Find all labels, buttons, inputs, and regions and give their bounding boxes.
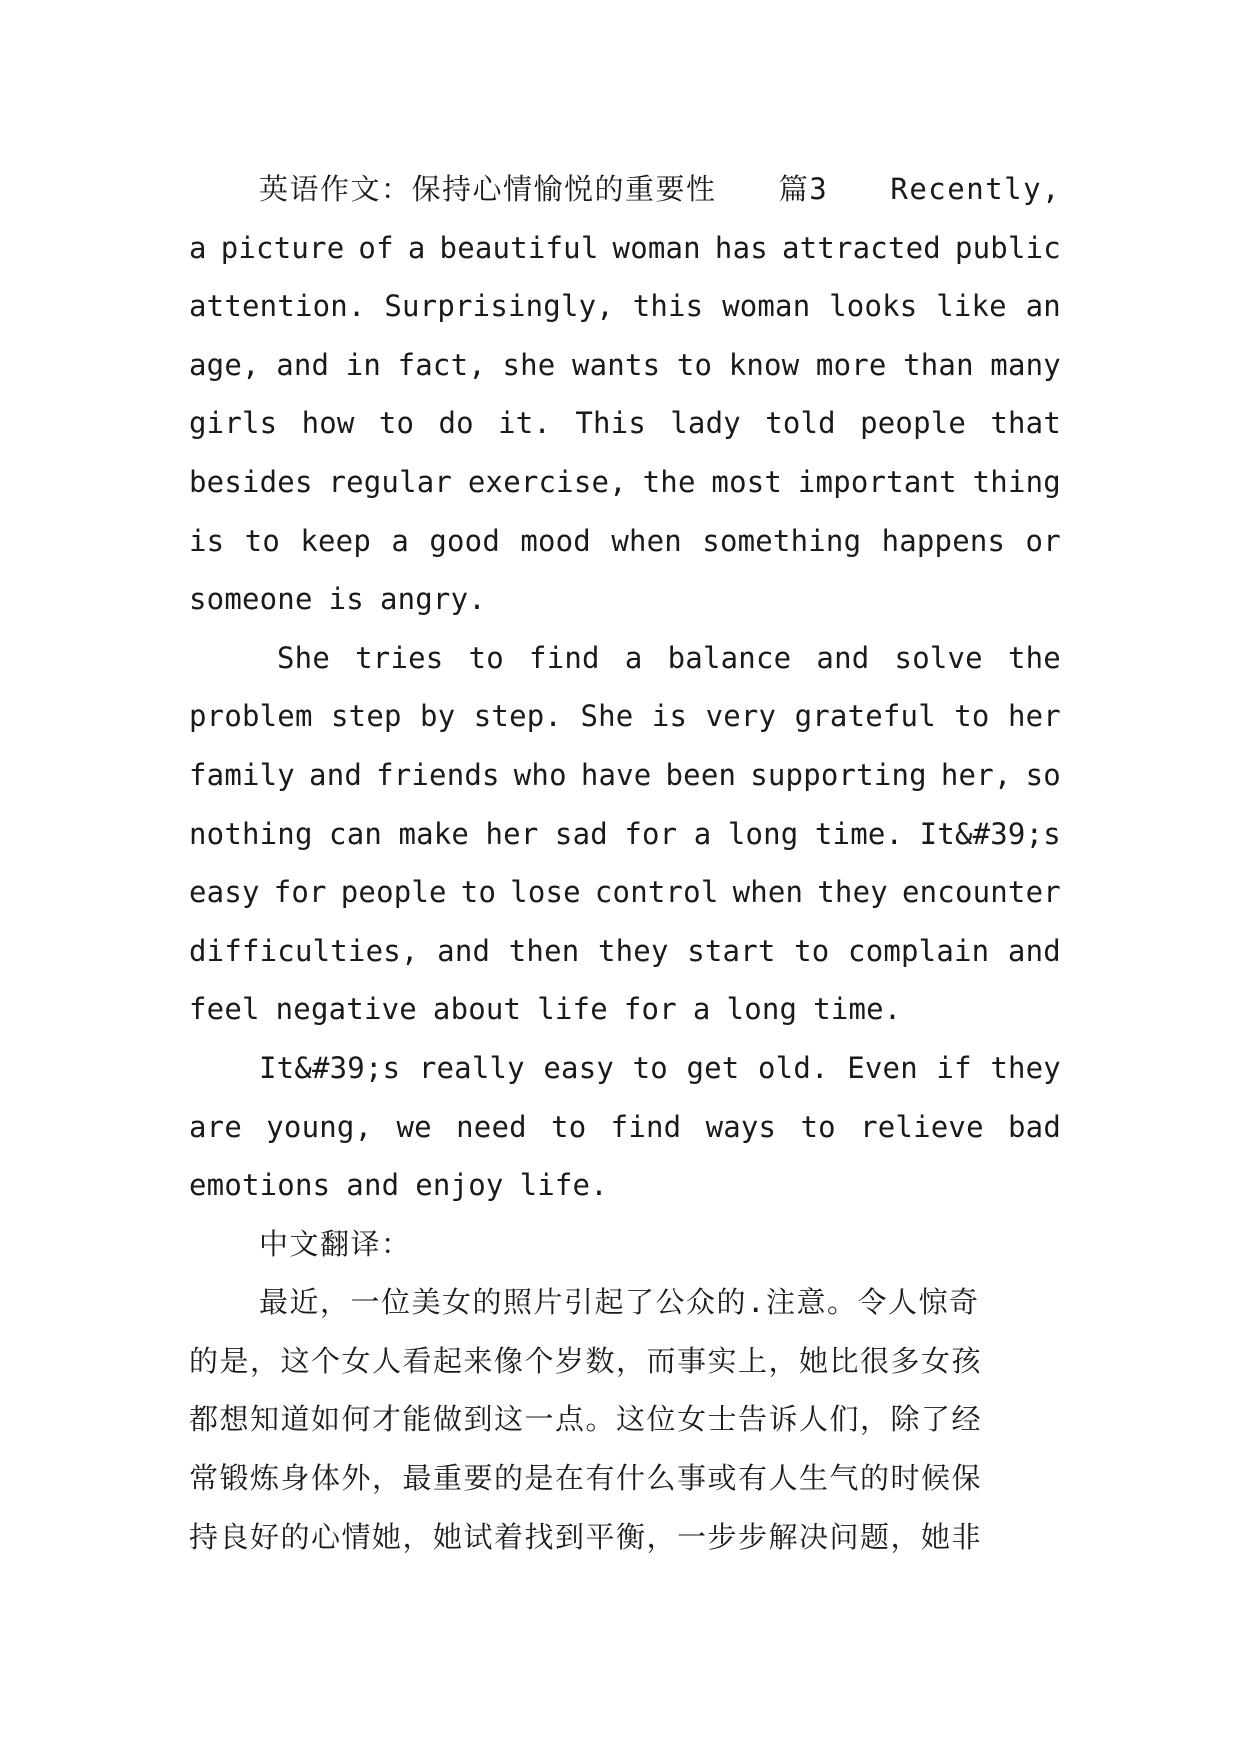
text-word: problem [189,699,313,734]
text-word: than [903,347,974,382]
text-word: beautiful [439,230,599,265]
text-word: a [391,523,409,558]
text-line [189,863,1061,922]
text-word: and [309,757,363,792]
text-word: get [686,1050,740,1085]
text-word: 篇3 [778,172,829,206]
text-word: attention. [189,289,366,324]
text-word: Surprisingly, [384,289,614,324]
text-line [189,805,1061,864]
text-word: very [705,699,777,734]
text-word: 中文翻译： [259,1226,412,1261]
text-line [189,1039,1061,1098]
text-word: her [485,816,539,851]
text-line [189,394,1061,453]
text-line [189,512,1061,571]
text-word: the [1007,640,1061,675]
text-word: encounter [901,875,1061,910]
text-word: of [358,230,394,265]
text-line [189,453,1061,512]
text-word: wants [571,347,661,382]
text-word: have [580,757,652,792]
text-word: time. [813,992,902,1027]
document-page [189,160,1061,1566]
text-word: to [244,523,280,558]
text-word: is [651,699,688,734]
text-word: an [1025,289,1061,324]
text-word: a [693,816,712,851]
text-line [189,746,1061,805]
text-word: about [432,992,522,1027]
text-line [189,1390,1061,1449]
text-word: who [513,757,567,792]
text-word: easy [189,875,260,910]
text-word: Recently, [890,172,1061,206]
text-word: 英语作文：保持心情愉悦的重要性 [259,172,717,206]
text-word: been [665,757,737,792]
text-line [189,922,1061,981]
text-word: for [273,875,327,910]
text-word: really [418,1050,525,1085]
text-word: to [676,347,713,382]
text-word: they [990,1050,1061,1085]
text-word: long [727,816,799,851]
text-word: age, [189,347,260,382]
text-word: many [990,347,1061,382]
text-word: It&#39;s [259,1050,401,1085]
text-word: a [624,640,643,675]
text-word: attracted [781,230,941,265]
text-word: and [816,640,870,675]
text-line [189,1508,1061,1567]
text-word: how [301,406,355,441]
text-word: is [189,523,225,558]
text-word: happens [881,523,1006,558]
text-word: most [711,464,783,499]
text-line [189,1332,1061,1391]
text-word: looks [829,289,918,324]
text-line [189,277,1061,336]
text-word: fact, [397,347,486,382]
text-word: need [456,1109,527,1144]
text-word: or [1025,523,1061,558]
text-word: It&#39;s [919,816,1061,851]
text-word: lady [670,406,741,441]
text-word: regular [328,464,453,499]
text-word: do [438,406,474,441]
text-word: Even [847,1050,918,1085]
text-word: something [702,523,862,558]
text-word: 最近，一位美女的照片引起了公众的.注意。令人惊奇 [259,1285,980,1320]
text-word: can [329,816,383,851]
text-line [189,1273,1061,1332]
text-word: her, [940,757,1012,792]
text-word: important [797,464,957,499]
text-word: supporting [750,757,927,792]
text-line [189,687,1061,746]
text-word: negative [275,992,417,1027]
text-word: lose [510,875,581,910]
text-word: mood [520,523,591,558]
text-word: this [632,289,704,324]
text-word: start [687,933,776,968]
text-word: to [632,1050,668,1085]
text-word: by [420,699,456,734]
text-word: picture [220,230,345,265]
text-word: a [407,230,426,265]
text-word: to [551,1109,587,1144]
text-word: 常锻炼身体外，最重要的是在有什么事或有人生气的时候保 [189,1461,983,1496]
text-word: they [817,875,888,910]
text-word: someone [189,582,313,617]
text-word: time. [814,816,904,851]
text-line [189,1449,1061,1508]
text-word: easy [543,1050,615,1085]
text-word: people [860,406,967,441]
text-word: difficulties, [189,933,419,968]
text-word: know [728,347,800,382]
text-word: woman [612,230,701,265]
text-word: emotions [189,1168,331,1203]
text-word: grateful [794,699,936,734]
text-word: so [1025,757,1061,792]
text-word: long [726,992,798,1027]
text-word: enjoy [415,1168,504,1203]
text-word: has [714,230,768,265]
text-line [189,1215,1061,1274]
text-line [189,980,1061,1039]
text-line [189,570,1061,629]
text-word: solve [894,640,983,675]
text-word: life [537,992,608,1027]
text-word: the [642,464,696,499]
text-word: then [508,933,580,968]
text-word: nothing [189,816,313,851]
text-word: ways [705,1109,777,1144]
text-word: people [340,875,447,910]
text-word: control [594,875,719,910]
text-word: woman [722,289,811,324]
text-word: that [990,406,1061,441]
text-word: step [331,699,402,734]
text-word: and [437,933,491,968]
text-line [189,629,1061,688]
text-word: sad [554,816,608,851]
text-word: we [396,1109,432,1144]
text-word: relieve [860,1109,984,1144]
text-word: and [1007,933,1061,968]
text-word: find [529,640,600,675]
text-word: besides [189,464,313,499]
text-word: in [345,347,382,382]
text-word: This [575,406,646,441]
text-word: to [460,875,497,910]
text-word: life. [519,1168,608,1203]
text-word: more [815,347,887,382]
text-word: public [954,230,1061,265]
text-word: it. [498,406,552,441]
text-word: find [610,1109,682,1144]
text-word: balance [667,640,792,675]
text-word: tries [355,640,444,675]
text-word: angry. [379,582,486,617]
text-word: to [468,640,504,675]
text-word: step. [473,699,563,734]
text-line [189,219,1061,278]
text-line [189,1156,1061,1215]
text-word: keep [300,523,371,558]
text-word: young, [266,1109,373,1144]
text-word: to [954,699,990,734]
text-word: 的是，这个女人看起来像个岁数，而事实上，她比很多女孩 [189,1343,983,1378]
text-word: family [189,757,295,792]
text-word: She [580,699,634,734]
text-word: good [429,523,500,558]
text-word: to [378,406,415,441]
text-word: her [1007,699,1061,734]
text-word: like [936,289,1007,324]
text-word: when [611,523,682,558]
text-word: complain [848,933,990,968]
text-word: they [597,933,669,968]
text-word: 持良好的心情她，她试着找到平衡，一步步解决问题，她非 [189,1519,983,1554]
text-word: for [624,816,678,851]
text-word: to [800,1109,836,1144]
text-word: to [794,933,830,968]
text-word: a [189,230,207,265]
text-word: make [398,816,470,851]
text-word: friends [376,757,500,792]
text-line [189,1098,1061,1157]
text-word: she [502,347,556,382]
text-word: is [328,582,364,617]
text-word: old. [758,1050,829,1085]
text-word: and [276,347,330,382]
text-word: are [189,1109,242,1144]
text-word: She [277,640,330,675]
text-word: girls [189,406,278,441]
text-word: told [765,406,836,441]
text-word: bad [1008,1109,1061,1144]
text-line [189,336,1061,395]
text-word: 都想知道如何才能做到这一点。这位女士告诉人们，除了经 [189,1402,983,1437]
text-line [189,160,1061,219]
text-word: thing [972,464,1061,499]
text-word: for [623,992,677,1027]
text-word: exercise, [467,464,627,499]
text-word: a [692,992,711,1027]
text-word: if [936,1050,972,1085]
text-word: feel [189,992,260,1027]
text-word: when [732,875,804,910]
text-word: and [346,1168,400,1203]
